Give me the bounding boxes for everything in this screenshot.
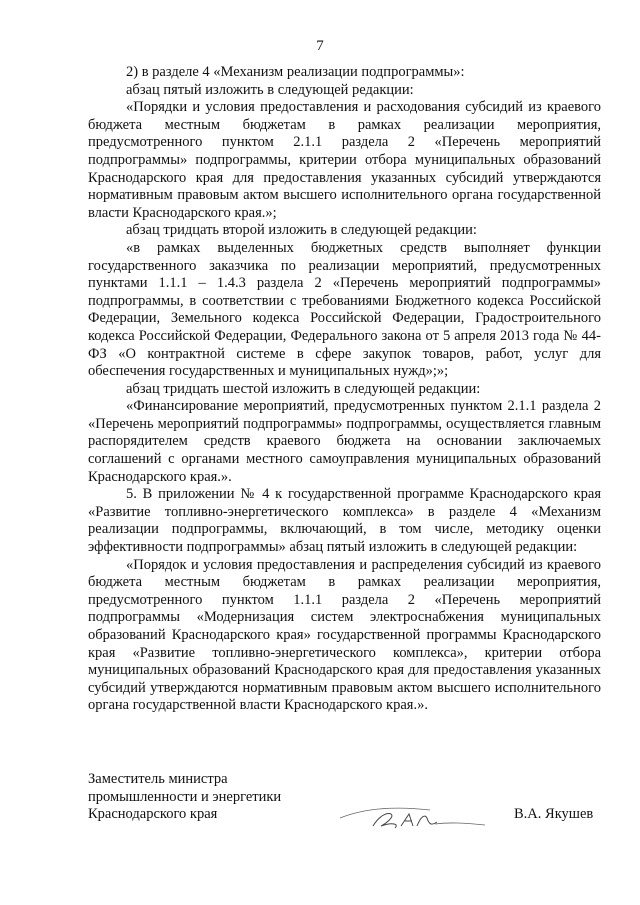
paragraph: «Порядки и условия предоставления и расходования субсидий из краевого бюджета местным бюджетам в рамках реализации мероприятия, предусмотренного пунктом 2.1.1 раздела 2 «Перечень мероприятий подпрограммы» подпрограммы, критерии отбора муниципальных образований Краснодарского края для предоставления указанных субсидий утверждаются нормативным правовым актом высшего исполнительного органа государственной власти Краснодарского края.»; — [88, 99, 601, 221]
document-body — [88, 64, 601, 715]
signer-name: В.А. Якушев — [514, 806, 594, 822]
handwritten-signature — [335, 796, 495, 836]
paragraph: 5. В приложении № 4 к государственной программе Краснодарского края «Развитие топливно-энергетического комплекса» в разделе 4 «Механизм реализации подпрограммы, включающий, в том числе, методику оценки эффективности подпрограммы» абзац пятый изложить в следующей редакции: — [88, 486, 601, 556]
paragraph: абзац тридцать второй изложить в следующей редакции: — [126, 222, 477, 239]
paragraph: абзац пятый изложить в следующей редакции: — [126, 81, 414, 98]
paragraph: «Финансирование мероприятий, предусмотренных пунктом 2.1.1 раздела 2 «Перечень мероприятий подпрограммы» подпрограммы, осуществляется главным распорядителем средств краевого бюджета на основании заключаемых соглашений с органами местного самоуправления муниципальных образований Краснодарского края.». — [88, 398, 601, 485]
position-line: промышленности и энергетики — [88, 788, 282, 805]
paragraph: 2) в разделе 4 «Механизм реализации подпрограммы»: — [126, 64, 465, 80]
signatory-position — [88, 771, 281, 824]
page-number: 7 — [316, 38, 324, 54]
paragraph: абзац тридцать шестой изложить в следующей редакции: — [126, 380, 481, 397]
paragraph: «Порядок и условия предоставления и распределения субсидий из краевого бюджета местным бюджетам в рамках реализации мероприятия, предусмотренного пунктом 1.1.1 раздела 2 «Перечень мероприятий подпрограммы «Модернизация систем электроснабжения муниципальных образований Краснодарского края» государственной программы Краснодарского края «Развитие топливно-энергетического комплекса», критерии отбора муниципальных образований Краснодарского края для предоставления указанных субсидий утверждаются нормативным правовым актом высшего исполнительного органа государственной власти Краснодарского края.». — [88, 556, 601, 714]
paragraph: «в рамках выделенных бюджетных средств выполняет функции государственного заказчика по реализации мероприятий, предусмотренных пунктами 1.1.1 – 1.4.3 раздела 2 «Перечень мероприятий подпрограммы» подпрограммы, в соответствии с требованиями Бюджетного кодекса Российской Федерации, Земельного кодекса Российской Федерации, Градостроительного кодекса Российской Федерации, Федерального закона от 5 апреля 2013 года № 44-ФЗ «О контрактной системе в сфере закупок товаров, работ, услуг для обеспечения государственных и муниципальных нужд»;»; — [88, 239, 601, 380]
position-line: Заместитель министра — [88, 771, 228, 787]
position-line: Краснодарского края — [88, 806, 218, 823]
